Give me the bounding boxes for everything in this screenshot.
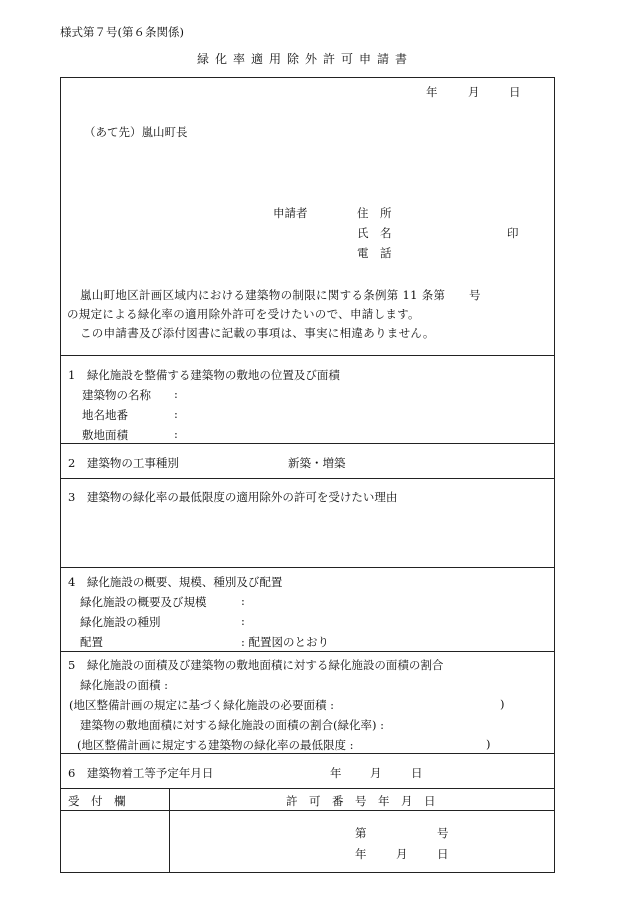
section6-heading: 6 建築物着工等予定年月日 [68, 766, 214, 780]
addressee: （あて先）嵐山町長 [84, 125, 188, 139]
type-label: 緑化施設の種別 [80, 615, 161, 629]
divider-reception-header [60, 810, 555, 811]
divider-reception-column [169, 788, 170, 873]
lot-number-label: 地名地番 [82, 408, 128, 422]
date-year: 年 [426, 85, 438, 99]
divider-section5 [60, 753, 555, 754]
statement-line-3: この申請書及び添付図書に記載の事項は、事実に相違ありません。 [80, 326, 435, 340]
green-ratio-label: 建築物の敷地面積に対する緑化施設の面積の割合(緑化率) : [80, 718, 385, 732]
section3-heading: 3 建築物の緑化率の最低限度の適用除外の許可を受けたい理由 [68, 490, 398, 504]
statement-line-2: の規定による緑化率の適用除外許可を受けたいので、申請します。 [67, 307, 420, 321]
form-title: 緑化率適用除外許可申請書 [197, 52, 414, 66]
permit-number-suffix: 号 [437, 826, 449, 840]
reception-label: 受 付 欄 [68, 794, 126, 808]
section2-heading: 2 建築物の工事種別 [68, 456, 179, 470]
permit-day: 日 [437, 847, 449, 861]
site-area-label: 敷地面積 [82, 428, 128, 442]
lot-number-colon: : [174, 407, 178, 421]
section4-heading: 4 緑化施設の概要、規模、種別及び配置 [68, 575, 283, 589]
site-area-colon: : [174, 427, 178, 441]
start-month: 月 [370, 766, 382, 780]
overview-label: 緑化施設の概要及び規模 [80, 595, 207, 609]
permit-number-prefix: 第 [355, 826, 367, 840]
required-area-note: (地区整備計画の規定に基づく緑化施設の必要面積 : [69, 698, 335, 712]
type-value: : [241, 614, 245, 628]
placement-label: 配置 [80, 635, 103, 649]
overview-value: : [241, 594, 245, 608]
section1-heading: 1 緑化施設を整備する建築物の敷地の位置及び面積 [68, 368, 340, 382]
date-day: 日 [509, 85, 521, 99]
construction-type-value: 新築・増築 [288, 456, 346, 470]
divider-section2 [60, 478, 555, 479]
address-label: 住 所 [357, 206, 392, 220]
section5-heading: 5 緑化施設の面積及び建築物の敷地面積に対する緑化施設の面積の割合 [68, 658, 444, 672]
statement-line-1: 嵐山町地区計画区域内における建築物の制限に関する条例第 11 条第 号 [80, 288, 481, 302]
phone-label: 電 話 [357, 246, 392, 260]
required-area-close: ) [500, 697, 505, 711]
applicant-label: 申請者 [273, 206, 308, 220]
permit-year: 年 [355, 847, 367, 861]
permit-header: 許 可 番 号 年 月 日 [286, 794, 436, 808]
start-year: 年 [330, 766, 342, 780]
divider-section4 [60, 651, 555, 652]
seal-mark: 印 [507, 226, 519, 240]
divider-statement [60, 355, 555, 356]
form-number: 様式第７号(第６条関係) [60, 25, 184, 39]
start-day: 日 [411, 766, 423, 780]
divider-section3 [60, 567, 555, 568]
name-label: 氏 名 [357, 226, 392, 240]
building-name-label: 建築物の名称 [82, 388, 151, 402]
building-name-colon: : [174, 387, 178, 401]
minimum-ratio-close: ) [486, 737, 491, 751]
divider-section1 [60, 443, 555, 444]
divider-section6 [60, 788, 555, 789]
permit-month: 月 [396, 847, 408, 861]
date-month: 月 [468, 85, 480, 99]
placement-value: : 配置図のとおり [241, 635, 330, 649]
green-area-label: 緑化施設の面積 : [80, 678, 169, 692]
minimum-ratio-note: (地区整備計画に規定する建築物の緑化率の最低限度 : [77, 738, 354, 752]
